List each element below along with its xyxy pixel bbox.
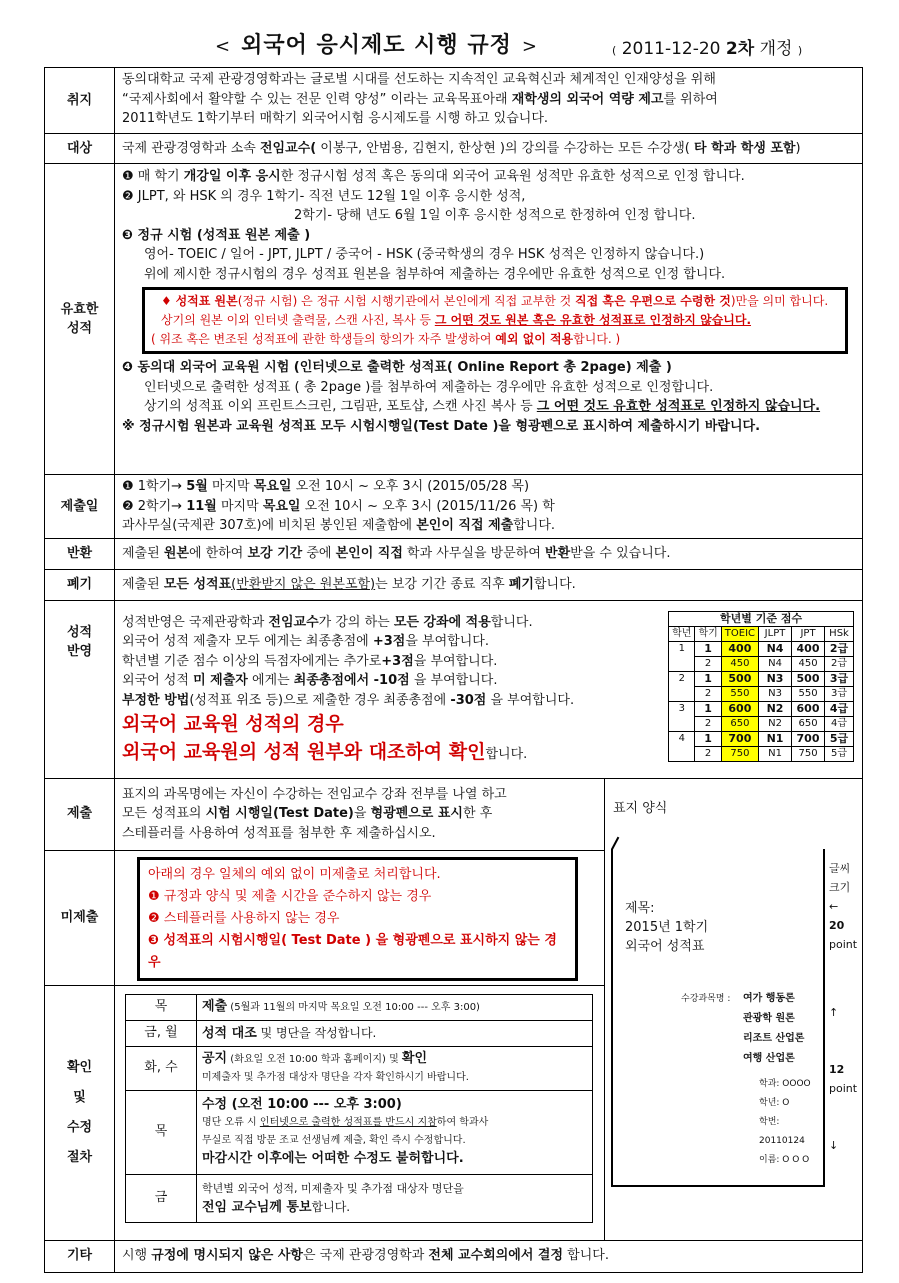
label-valid-scores: 유효한 성적 [45,164,115,475]
label-discard: 폐기 [45,569,115,600]
valid-scores-content: ❶ 매 학기 개강일 이후 응시한 정규시험 성적 혹은 동의대 외국어 교육원 성적만 유효한 성적으로 인정 합니다. ❷ JLPT, 와 HSK 의 경우 1학기- 직전 년도 12월 1일 이후 응시한 성적, 2학기- 당해 년도 6월 1일 이후 응시한 성적으로 한정하여 인정 합니다. ❸ 정규 시험 (성적표 원본 제출 ) 영어- TOEIC / 일어 - JPT, JLPT / 중국어 - HSK (중국학생의 경우 HSK 성적은 인정하지 않습니다.) 위에 제시한 정규시험의 경우 성적표 원본을 첨부하여 제출하는 경우에만 유효한 성적으로 인정 합니다. ♦ 성적표 원본(정규 시험) 은 정규 시험 시행기관에서 본인에게 직접 교부한 것 직접 혹은 우편으로 수령한 것)만을 의미 합니다. 상기의 원본 이외 인터넷 출력물, 스캔 사진, 복사 등 그 어떤 것도 원본 혹은 유효한 성적표로 인정하지 않습니다. ( 위조 혹은 변조된 성적표에 관한 학생들의 항의가 자주 발생하여 예외 없이 적용합니다. ) ❹ 동의대 외국어 교육원 시험 (인터넷으로 출력한 성적표( Online Report 총 2page) 제출 ) 인터넷으로 출력한 성적표 ( 총 2page )를 첨부하여 제출하는 경우에만 유효한 성적으로 인정합니다. 상기의 성적표 이외 프린트스크린, 그림판, 포토샵, 스캔 사진 복사 등 그 어떤 것도 유효한 성적표로 인정하지 않습니다. ※ 정규시험 원본과 교육원 성적표 모두 시험시행일(Test Date )을 형광펜으로 표시하여 제출하시기 바랍니다. [115,164,863,475]
cover-student-info: 학과: OOOO 학년: O 학번: 20110124 이름: O O O [759,1078,811,1165]
font-size-note: 글씨 크기 ← 20 point [829,861,858,951]
cover-format [605,778,863,1240]
arrow-down-icon: ↓ [829,1138,839,1152]
label-not-submitted: 미제출 [45,850,115,985]
return-content: 제출된 원본에 한하여 보강 기간 중에 본인이 직접 학과 사무실을 방문하여 반환받을 수 있습니다. [115,538,863,569]
regulation-table [44,67,863,1273]
label-submission: 제출 [45,778,115,850]
label-return: 반환 [45,538,115,569]
cover-title: 제목: 2015년 1학기 외국어 성적표 [625,900,709,954]
row-submit-date [45,475,863,539]
arrow-up-icon: ↑ [829,1005,839,1019]
row-target [45,134,863,164]
score-row: 2 750 N1 750 5급 [669,746,854,761]
procedure-step: 화, 수 공지 (화요일 오전 10:00 학과 홈페이지) 및 확인 미제출자 및 추가점 대상자 명단을 각자 확인하시기 바랍니다. [126,1046,593,1090]
label-etc: 기타 [45,1240,115,1272]
label-purpose: 취지 [45,68,115,134]
cover-format-label: 표지 양식 [613,800,668,816]
row-submission [45,778,863,850]
not-submitted-box: 아래의 경우 일체의 예외 없이 미제출로 처리합니다. ❶ 규정과 양식 및 제출 시간을 준수하지 않는 경우 ❷ 스테플러를 사용하지 않는 경우 ❸ 성적표의 시험시행일( Test Date ) 을 형광펜으로 표시하지 않는 경우 [137,857,578,981]
page-header [0,28,899,68]
row-reflection [45,600,863,778]
cover-courses: 여가 행동론 관광학 원론 리조트 산업론 여행 산업론 [743,992,805,1064]
cover-course-label: 수강과목명 : [681,993,731,1004]
procedure-content [115,985,605,1240]
font-size-note-12: ↑ 12 point ↓ [829,1003,857,1155]
row-purpose [45,68,863,134]
procedure-step: 금 학년별 외국어 성적, 미제출자 및 추가점 대상자 명단을 전임 교수님께 통보합니다. [126,1174,593,1222]
cover-sample [611,849,825,1187]
discard-content: 제출된 모든 성적표(반환받지 않은 원본포함)는 보강 기간 종료 직후 폐기합니다. [115,569,863,600]
reflection-content: 성적반영은 국제관광학과 전임교수가 강의 하는 모든 강좌에 적용합니다. 외국어 성적 제출자 모두 에게는 최종총점에 +3점을 부여합니다. 학년별 기준 점수 이상의 득점자에게는 추가로+3점을 부여합니다. 외국어 성적 미 제출자 에게는 최종총점에서 -10점 을 부여합니다. 부정한 방법(성적표 위조 등)으로 제출한 경우 최종총점에 -30점 을 부여합니다. 외국어 교육원 성적의 경우 외국어 교육원의 성적 원부와 대조하여 확인합니다. 학년별 기준 점수 학년 학기 TOEIC JLPT JPT HSk 1 1 400 N4 400 2급 2 450 N4 450 2급 2 1 500 N3 500 3급 2 550 N3 550 3급 3 1 600 N2 600 4급 2 650 N2 650 4급 4 1 700 N1 700 5급 2 750 N1 750 5급 [115,600,863,778]
etc-content: 시행 규정에 명시되지 않은 사항은 국제 관광경영학과 전체 교수회의에서 결정 합니다. [115,1240,863,1272]
submission-content: 표지의 과목명에는 자신이 수강하는 전임교수 강좌 전부를 나열 하고 모든 성적표의 시험 시행일(Test Date)을 형광펜으로 표시한 후 스테플러를 사용하여 성적표를 첨부한 후 제출하십시오. [115,778,605,850]
row-discard [45,569,863,600]
submit-date-content: ❶ 1학기→ 5월 마지막 목요일 오전 10시 ~ 오후 3시 (2015/05/28 목) ❷ 2학기→ 11월 마지막 목요일 오전 10시 ~ 오후 3시 (2015/11/26 목) 학 과사무실(국제관 307호)에 비치된 봉인된 제출함에 본인이 직접 제출합니다. [115,475,863,539]
not-submitted-content [115,850,605,985]
procedure-step: 목 제출 (5월과 11월의 마지막 목요일 오전 10:00 --- 오후 3:00) [126,994,593,1020]
score-row: 3 1 600 N2 600 4급 [669,701,854,716]
label-reflection: 성적 반영 [45,600,115,778]
arrow-left-icon: ← [829,899,839,913]
target-content: 국제 관광경영학과 소속 전임교수( 이봉구, 안범용, 김현지, 한상현 )의 강의를 수강하는 모든 수강생( 타 학과 학생 포함) [115,134,863,164]
label-target: 대상 [45,134,115,164]
score-row: 2 550 N3 550 3급 [669,686,854,701]
procedure-step: 금, 월 성적 대조 및 명단을 작성합니다. [126,1020,593,1046]
score-table-caption: 학년별 기준 점수 [669,611,854,626]
row-valid-scores [45,164,863,475]
label-procedure: 확인 및 수정 절차 [45,985,115,1240]
original-notice-box: ♦ 성적표 원본(정규 시험) 은 정규 시험 시행기관에서 본인에게 직접 교부한 것 직접 혹은 우편으로 수령한 것)만을 의미 합니다. 상기의 원본 이외 인터넷 출력물, 스캔 사진, 복사 등 그 어떤 것도 원본 혹은 유효한 성적표로 인정하지 않습니다. ( 위조 혹은 변조된 성적표에 관한 학생들의 항의가 자주 발생하여 예외 없이 적용합니다. ) [142,287,848,354]
revision-note: ( 2011-12-20 2차 개정 ) [612,39,803,59]
row-return [45,538,863,569]
score-standard-table [668,611,854,762]
score-table-header: 학년 학기 TOEIC JLPT JPT HSk [669,626,854,641]
row-etc [45,1240,863,1272]
procedure-table [125,994,593,1223]
score-row: 2 1 500 N3 500 3급 [669,671,854,686]
score-row: 4 1 700 N1 700 5급 [669,731,854,746]
score-row: 1 1 400 N4 400 2급 [669,641,854,656]
score-row: 2 450 N4 450 2급 [669,656,854,671]
procedure-step: 목 수정 (오전 10:00 --- 오후 3:00) 명단 오류 시 인터넷으로 출력한 성적표를 반드시 지참하여 학과사 무실로 직접 방문 조교 선생님께 제출, 확인 즉시 수정합니다. 마감시간 이후에는 어떠한 수정도 불허합니다. [126,1090,593,1174]
page-title: < 외국어 응시제도 시행 규정 > [215,33,538,58]
purpose-content: 동의대학교 국제 관광경영학과는 글로벌 시대를 선도하는 지속적인 교육혁신과 체계적인 인재양성을 위해 “국제사회에서 활약할 수 있는 전문 인력 양성” 이라는 교육목표아래 재학생의 외국어 역량 제고를 위하여 2011학년도 1학기부터 매학기 외국어시험 응시제도를 시행 하고 있습니다. [115,68,863,134]
label-submit-date: 제출일 [45,475,115,539]
score-row: 2 650 N2 650 4급 [669,716,854,731]
